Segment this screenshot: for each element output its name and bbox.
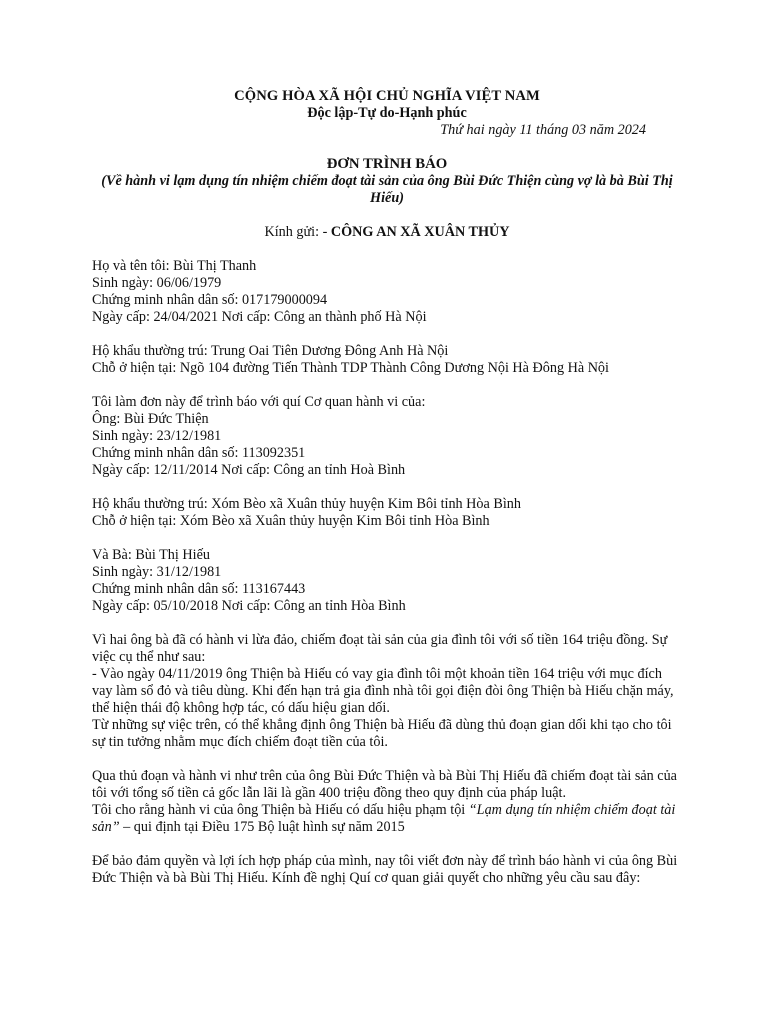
document-subtitle: (Về hành vi lạm dụng tín nhiệm chiếm đoạt tài sản của ông Bùi Đức Thiện cùng vợ là bà Bùi Thị Hiếu) (101, 173, 673, 206)
accused-man-name: Ông: Bùi Đức Thiện (92, 411, 209, 427)
request-section (92, 853, 682, 887)
accused-woman-identity (92, 547, 682, 615)
reporter-id: Chứng minh nhân dân số: 017179000094 (92, 292, 328, 308)
reporter-dob: Sinh ngày: 06/06/1979 (92, 275, 222, 291)
recipient-name: CÔNG AN XÃ XUÂN THỦY (330, 224, 510, 240)
national-title: CỘNG HÒA XÃ HỘI CHỦ NGHĨA VIỆT NAM (234, 88, 540, 104)
paragraph-request: Để bảo đảm quyền và lợi ích hợp pháp của mình, nay tôi viết đơn này để trình báo hành vi của ông Bùi Đức Thiện và bà Bùi Thị Hiếu. Kính đề nghị Quí cơ quan giải quyết cho những yêu cầu sau đây: (92, 853, 678, 886)
paragraph-crime-reference (92, 802, 682, 836)
national-motto: Độc lập-Tự do-Hạnh phúc (307, 105, 467, 121)
paragraph-conclusion: Từ những sự việc trên, có thể khẳng định ông Thiện bà Hiếu đã dùng thủ đoạn gian dối khi tạo cho tôi sự tin tưởng nhằm mục đích chiếm đoạt tiền của tôi. (92, 717, 672, 750)
accused-woman-name: Và Bà: Bùi Thị Hiếu (92, 547, 210, 563)
accused-woman-dob: Sinh ngày: 31/12/1981 (92, 564, 222, 580)
accused-man-address (92, 496, 682, 530)
accused-man-current: Chỗ ở hiện tại: Xóm Bèo xã Xuân thủy huyện Kim Bôi tỉnh Hòa Bình (92, 513, 490, 529)
accused-woman-id: Chứng minh nhân dân số: 113167443 (92, 581, 306, 597)
crime-name: “Lạm dụng tín nhiệm chiếm đoạt tài sản” (92, 802, 676, 835)
accused-intro: Tôi làm đơn này để trình báo với quí Cơ quan hành vi của: (92, 394, 426, 410)
recipient-prefix: Kính gửi: - (264, 224, 331, 240)
legal-assessment (92, 768, 682, 836)
crime-law-reference: – qui định tại Điều 175 Bộ luật hình sự năm 2015 (119, 819, 405, 835)
reporter-name: Họ và tên tôi: Bùi Thị Thanh (92, 258, 257, 274)
crime-intro: Tôi cho rằng hành vi của ông Thiện bà Hiếu có dấu hiệu phạm tội (92, 802, 469, 818)
paragraph-fraud-summary: Vì hai ông bà đã có hành vi lừa đảo, chiếm đoạt tài sản của gia đình tôi với số tiền 164 triệu đồng. Sự việc cụ thể như sau: (92, 632, 668, 665)
paragraph-total-loss: Qua thủ đoạn và hành vi như trên của ông Bùi Đức Thiện và bà Bùi Thị Hiếu đã chiếm đoạt tài sản của tôi với tổng số tiền cả gốc lẫn lãi là gần 400 triệu đồng theo quy định của pháp luật. (92, 768, 677, 801)
reporter-identity (92, 258, 682, 326)
reporter-address (92, 343, 682, 377)
paragraph-loan-details: - Vào ngày 04/11/2019 ông Thiện bà Hiếu có vay gia đình tôi một khoản tiền 164 triệu với mục đích vay làm sổ đỏ và tiêu dùng. Khi đến hạn trả gia đình nhà tôi gọi điện đòi ông Thiện bà Hiếu chặn máy, thể hiện thái độ không hợp tác, có dấu hiệu gian dối. (92, 666, 674, 716)
incident-description (92, 632, 682, 751)
document-date: Thứ hai ngày 11 tháng 03 năm 2024 (440, 122, 646, 138)
document-title: ĐƠN TRÌNH BÁO (326, 156, 448, 172)
accused-man-id: Chứng minh nhân dân số: 113092351 (92, 445, 306, 461)
reporter-issued: Ngày cấp: 24/04/2021 Nơi cấp: Công an thành phố Hà Nội (92, 309, 427, 325)
accused-woman-issued: Ngày cấp: 05/10/2018 Nơi cấp: Công an tỉnh Hòa Bình (92, 598, 406, 614)
reporter-current: Chỗ ở hiện tại: Ngõ 104 đường Tiến Thành TDP Thành Công Dương Nội Hà Đông Hà Nội (92, 360, 609, 376)
accused-man-residence: Hộ khẩu thường trú: Xóm Bèo xã Xuân thủy huyện Kim Bôi tỉnh Hòa Bình (92, 496, 521, 512)
document-page (92, 88, 682, 887)
accused-man-dob: Sinh ngày: 23/12/1981 (92, 428, 222, 444)
accused-man-issued: Ngày cấp: 12/11/2014 Nơi cấp: Công an tỉnh Hoà Bình (92, 462, 406, 478)
reporter-residence: Hộ khẩu thường trú: Trung Oai Tiên Dương Đông Anh Hà Nội (92, 343, 449, 359)
recipient-line (92, 224, 682, 241)
accused-man-identity (92, 394, 682, 479)
